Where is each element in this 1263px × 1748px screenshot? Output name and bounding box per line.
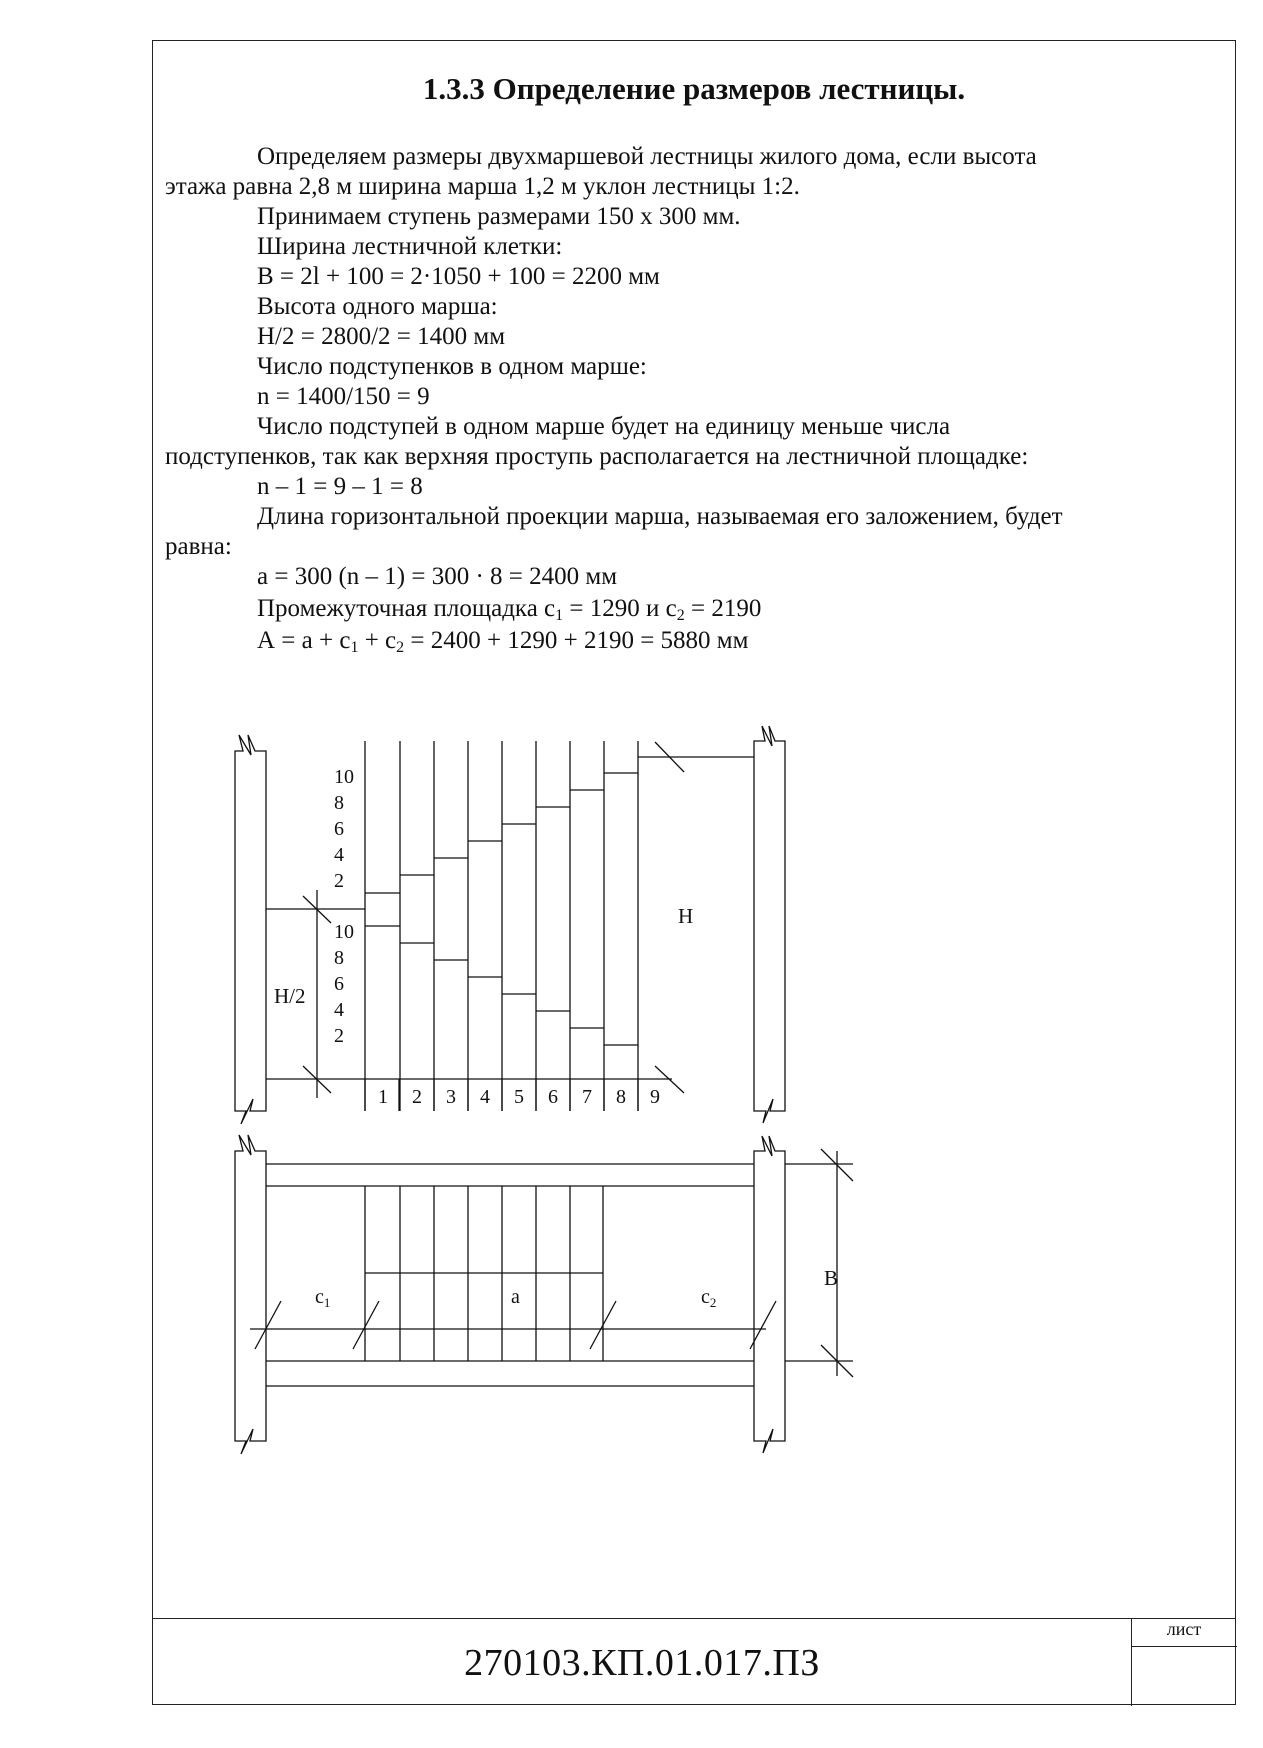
- step-number: 2: [412, 1086, 422, 1108]
- scale-label: 6: [334, 973, 344, 995]
- plan-label-c1: $c_1$: [315, 1286, 331, 1310]
- paragraph-line: Определяем размеры двухмаршевой лестницы жилого дома, если высота: [257, 143, 1037, 170]
- formula-line: n – 1 = 9 – 1 = 8: [257, 473, 423, 500]
- scale-label: 8: [334, 792, 344, 814]
- paragraph-line: Число подступей в одном марше будет на единицу меньше числа: [257, 413, 951, 440]
- page-frame: [152, 40, 1236, 1705]
- dimension-tick: [255, 1301, 281, 1349]
- upper-scale-labels: [334, 766, 354, 892]
- text-part: = 2190: [684, 595, 762, 622]
- paragraph-line: подступенков, так как верхняя проступь располагается на лестничной площадке:: [165, 443, 1029, 470]
- step-number: 9: [650, 1086, 660, 1108]
- document-code: 270103.КП.01.017.ПЗ: [464, 1642, 820, 1684]
- formula-line: В = 2l + 100 = 2·1050 + 100 = 2200 мм: [257, 263, 660, 290]
- stair-section: [235, 726, 785, 1124]
- label-h: Н: [678, 904, 694, 928]
- left-wall-plan: [235, 1135, 266, 1454]
- formula-line: а = 300 (n – 1) = 300 · 8 = 2400 мм: [257, 563, 618, 590]
- section-heading: 1.3.3 Определение размеров лестницы.: [422, 71, 966, 106]
- lower-scale-labels: [334, 921, 354, 1047]
- paragraph-line: Длина горизонтальной проекции марша, называемая его заложением, будет: [257, 503, 1063, 530]
- scale-label: 2: [334, 870, 344, 892]
- plan-label-a: а: [511, 1286, 520, 1308]
- section-verticals: [365, 741, 638, 1111]
- staircase-drawing: [153, 41, 1237, 1706]
- subscript: 1: [350, 639, 359, 656]
- step-number: 3: [446, 1086, 456, 1108]
- scale-label: 10: [334, 921, 354, 943]
- text-part: А = а + с: [257, 627, 351, 654]
- paragraph-line: этажа равна 2,8 м ширина марша 1,2 м уклон лестницы 1:2.: [165, 173, 800, 200]
- formula-line: Н/2 = 2800/2 = 1400 мм: [257, 323, 506, 350]
- scale-label: 4: [334, 999, 344, 1021]
- sheet-label: лист: [1166, 1619, 1202, 1639]
- stamp-top-border: [153, 1618, 1235, 1619]
- text-part: + с: [358, 627, 397, 654]
- step-number: 7: [582, 1086, 592, 1108]
- paragraph-line: Высота одного марша:: [257, 293, 498, 320]
- dimension-tick: [353, 1301, 379, 1349]
- step-number-labels: [378, 1086, 660, 1108]
- paragraph-line: Число подступенков в одном марше:: [257, 353, 647, 380]
- step-number: 8: [616, 1086, 626, 1108]
- paragraph-line: Ширина лестничной клетки:: [257, 233, 563, 260]
- text-part: = 2400 + 1290 + 2190 = 5880 мм: [404, 627, 749, 654]
- step-number: 1: [378, 1086, 388, 1108]
- paragraph-line: равна:: [165, 533, 232, 560]
- formula-line: n = 1400/150 = 9: [257, 383, 430, 410]
- scale-label: 10: [334, 766, 354, 788]
- step-number: 6: [548, 1086, 558, 1108]
- right-wall-section: [754, 726, 785, 1123]
- scale-label: 6: [334, 818, 344, 840]
- right-wall-plan: [754, 1136, 785, 1453]
- stamp-sheet-cell-divider: [1131, 1646, 1237, 1647]
- left-wall-section: [235, 735, 266, 1124]
- scale-label: 4: [334, 844, 344, 866]
- scale-label: 8: [334, 947, 344, 969]
- scale-label: 2: [334, 1025, 344, 1047]
- step-number: 5: [514, 1086, 524, 1108]
- subscript: 1: [555, 607, 564, 624]
- paragraph-line: Принимаем ступень размерами 150 х 300 мм.: [257, 203, 741, 230]
- subscript: 2: [676, 607, 685, 624]
- subscript: 2: [396, 639, 405, 656]
- stair-plan: [235, 1135, 853, 1454]
- plan-label-b: В: [824, 1266, 839, 1290]
- plan-label-c2: $c_2$: [701, 1286, 717, 1310]
- step-number: 4: [480, 1086, 490, 1108]
- text-part: = 1290 и с: [563, 595, 677, 622]
- label-h-half: Н/2: [274, 984, 306, 1008]
- text-part: Промежуточная площадка с: [257, 595, 556, 622]
